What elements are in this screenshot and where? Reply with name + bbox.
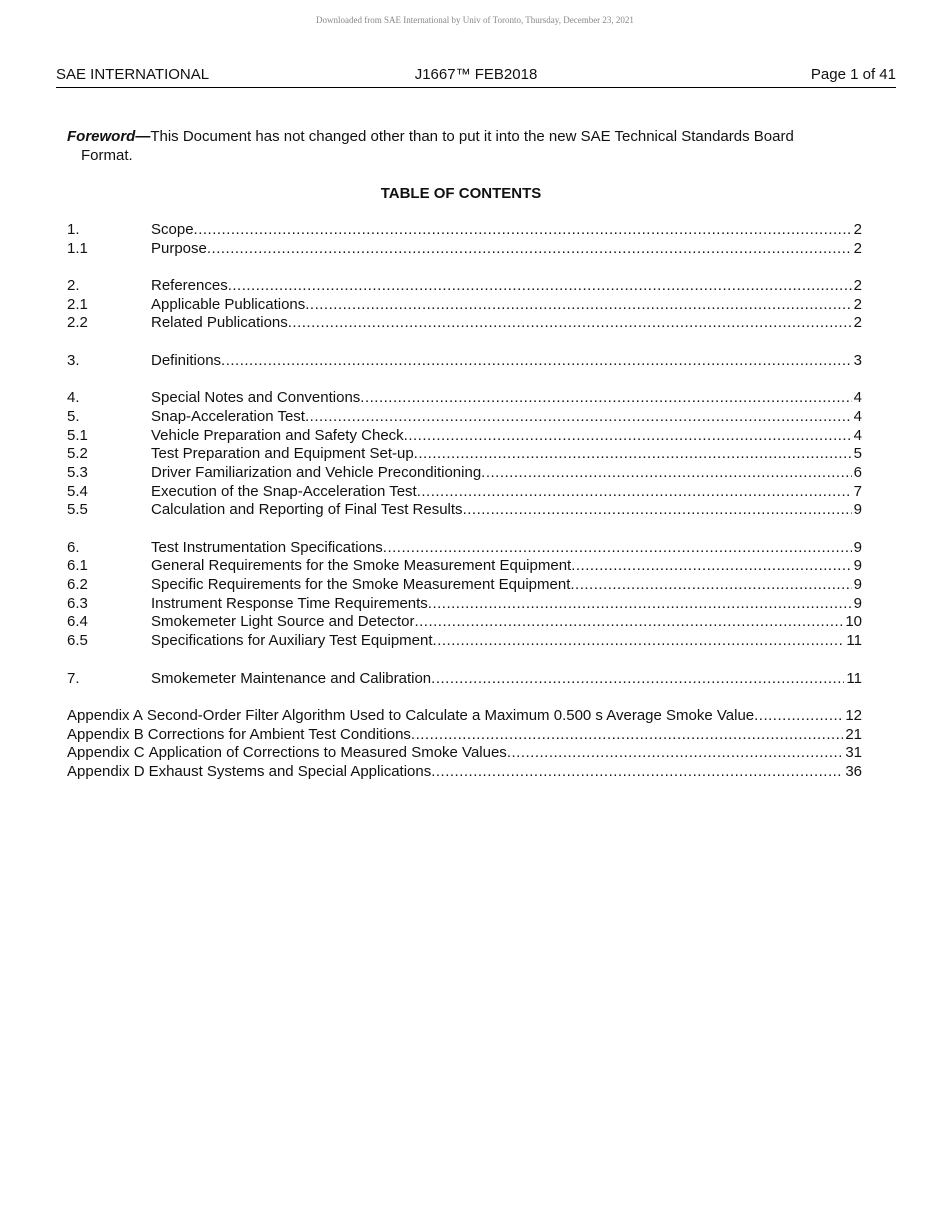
leader-dots [305, 408, 852, 427]
toc-title-text: Smokemeter Maintenance and Calibration [151, 669, 432, 687]
toc-page: 4 [853, 407, 862, 425]
toc-page: 3 [853, 351, 862, 369]
toc-num: 6. [67, 538, 80, 556]
foreword-label: Foreword— [67, 128, 151, 145]
leader-dots [431, 763, 843, 782]
toc-title-text: Purpose [151, 239, 207, 257]
leader-dots [228, 277, 852, 296]
toc-title-text: Specific Requirements for the Smoke Measurement Equipment [151, 576, 571, 594]
toc-entry-6-3[interactable] [67, 595, 862, 614]
header-rule [56, 87, 896, 88]
toc-num: 2.2 [67, 314, 88, 332]
toc-num: 6.1 [67, 557, 88, 575]
toc-entry-7[interactable] [67, 670, 862, 689]
toc-appendix-a[interactable] [67, 707, 862, 726]
toc-num: 2.1 [67, 295, 88, 313]
toc-page: 11 [846, 632, 862, 650]
toc-page: 9 [853, 538, 862, 556]
toc-title-text: Related Publications [151, 314, 288, 332]
foreword-text: This Document has not changed other than to put it into the new SAE Technical Standards Board [150, 128, 794, 145]
toc-entry-2[interactable] [67, 277, 862, 296]
toc-title-text: Instrument Response Time Requirements [151, 594, 428, 612]
leader-dots [481, 464, 851, 483]
toc-num: 1.1 [67, 239, 88, 257]
page-number: Page 1 of 41 [810, 66, 896, 83]
toc-entry-5[interactable] [67, 408, 862, 427]
toc-page: 2 [853, 239, 862, 257]
toc-entry-6-4[interactable] [67, 613, 862, 632]
toc-title-text: Second-Order Filter Algorithm Used to Calculate a Maximum 0.500 s Average Smoke Value [146, 706, 755, 724]
appendix-label: Appendix C [67, 744, 145, 762]
leader-dots [414, 613, 843, 632]
leader-dots [414, 445, 852, 464]
leader-dots [360, 389, 851, 408]
toc-page: 2 [853, 295, 862, 313]
toc-title-text: Driver Familiarization and Vehicle Preconditioning [151, 463, 482, 481]
toc-entry-6-2[interactable] [67, 576, 862, 595]
toc-page: 4 [853, 426, 862, 444]
toc-entry-2-1[interactable] [67, 296, 862, 315]
toc-title-text: Special Notes and Conventions [151, 389, 361, 407]
toc-appendix-b[interactable] [67, 726, 862, 745]
toc-page: 5 [853, 445, 862, 463]
toc-title-text: References [151, 277, 228, 295]
toc-title-text: Exhaust Systems and Special Applications [148, 762, 432, 780]
toc-title-text: Smokemeter Light Source and Detector [151, 613, 415, 631]
toc-num: 5.5 [67, 501, 88, 519]
toc-title-text: Definitions [151, 351, 222, 369]
toc-page: 2 [853, 277, 862, 295]
leader-dots [433, 632, 845, 651]
toc-entry-1-1[interactable] [67, 240, 862, 259]
foreword-text-cont: Format. [81, 146, 133, 164]
toc-page: 9 [853, 594, 862, 612]
leader-dots [428, 595, 852, 614]
toc-num: 1. [67, 221, 80, 238]
toc-title-text: Specifications for Auxiliary Test Equipment [151, 632, 433, 650]
leader-dots [754, 707, 843, 726]
foreword [67, 128, 861, 165]
toc-page: 31 [845, 744, 862, 762]
toc-title-text: Test Preparation and Equipment Set-up [151, 445, 414, 463]
toc-title-text: Vehicle Preparation and Safety Check [151, 426, 404, 444]
toc-num: 6.2 [67, 576, 88, 594]
toc-title-text: Scope [151, 221, 194, 238]
toc-appendix-c[interactable] [67, 744, 862, 763]
toc-entry-6-1[interactable] [67, 557, 862, 576]
table-of-contents [67, 221, 862, 782]
leader-dots [571, 557, 851, 576]
leader-dots [431, 670, 844, 689]
toc-num: 7. [67, 669, 80, 687]
toc-page: 2 [853, 314, 862, 332]
toc-num: 5.3 [67, 463, 88, 481]
leader-dots [404, 427, 852, 446]
download-watermark: Downloaded from SAE International by Univ of Toronto, Thursday, December 23, 2021 [316, 15, 634, 25]
toc-entry-3[interactable] [67, 352, 862, 371]
toc-entry-2-2[interactable] [67, 314, 862, 333]
toc-page: 12 [845, 706, 862, 724]
leader-dots [207, 240, 852, 259]
toc-title-text: Execution of the Snap-Acceleration Test [151, 482, 417, 500]
toc-page: 36 [845, 762, 862, 780]
toc-entry-5-5[interactable] [67, 501, 862, 520]
toc-num: 5.2 [67, 445, 88, 463]
toc-entry-4[interactable] [67, 389, 862, 408]
toc-page: 9 [853, 576, 862, 594]
leader-dots [417, 483, 852, 502]
leader-dots [411, 726, 843, 745]
toc-title-text: General Requirements for the Smoke Measurement Equipment [151, 557, 572, 575]
toc-appendix-d[interactable] [67, 763, 862, 782]
leader-dots [383, 539, 852, 558]
toc-page: 9 [853, 501, 862, 519]
toc-num: 3. [67, 351, 80, 369]
toc-page: 4 [853, 389, 862, 407]
appendix-label: Appendix A [67, 706, 143, 724]
leader-dots [507, 744, 844, 763]
toc-page: 11 [846, 669, 862, 687]
toc-entry-5-3[interactable] [67, 464, 862, 483]
toc-page: 10 [845, 613, 862, 631]
toc-num: 5.1 [67, 426, 88, 444]
toc-title: TABLE OF CONTENTS [380, 185, 542, 202]
toc-entry-5-2[interactable] [67, 445, 862, 464]
leader-dots [194, 221, 852, 240]
toc-title-text: Application of Corrections to Measured Smoke Values [148, 744, 507, 762]
toc-page: 7 [853, 482, 862, 500]
toc-num: 6.4 [67, 613, 88, 631]
publisher-name: SAE INTERNATIONAL [56, 66, 210, 83]
appendix-label: Appendix D [67, 762, 145, 780]
toc-title-text: Snap-Acceleration Test [151, 407, 305, 425]
toc-entry-1[interactable] [67, 221, 862, 240]
toc-num: 6.3 [67, 594, 88, 612]
appendix-label: Appendix B [67, 725, 144, 743]
document-id: J1667™ FEB2018 [414, 66, 538, 83]
toc-num: 5.4 [67, 482, 88, 500]
toc-title-text: Corrections for Ambient Test Conditions [147, 725, 411, 743]
toc-entry-5-1[interactable] [67, 427, 862, 446]
leader-dots [463, 501, 852, 520]
leader-dots [305, 296, 851, 315]
toc-num: 5. [67, 407, 80, 425]
toc-num: 2. [67, 277, 80, 295]
toc-page: 21 [845, 725, 862, 743]
toc-page: 9 [853, 557, 862, 575]
toc-num: 6.5 [67, 632, 88, 650]
toc-page: 2 [853, 221, 862, 238]
leader-dots [570, 576, 851, 595]
page-header [56, 66, 896, 86]
toc-page: 6 [853, 463, 862, 481]
toc-title-text: Test Instrumentation Specifications [151, 538, 383, 556]
leader-dots [221, 352, 852, 371]
toc-entry-6[interactable] [67, 539, 862, 558]
leader-dots [288, 314, 852, 333]
toc-title-text: Calculation and Reporting of Final Test Results [151, 501, 463, 519]
toc-num: 4. [67, 389, 80, 407]
toc-entry-5-4[interactable] [67, 483, 862, 502]
toc-entry-6-5[interactable] [67, 632, 862, 651]
toc-title-text: Applicable Publications [151, 295, 306, 313]
